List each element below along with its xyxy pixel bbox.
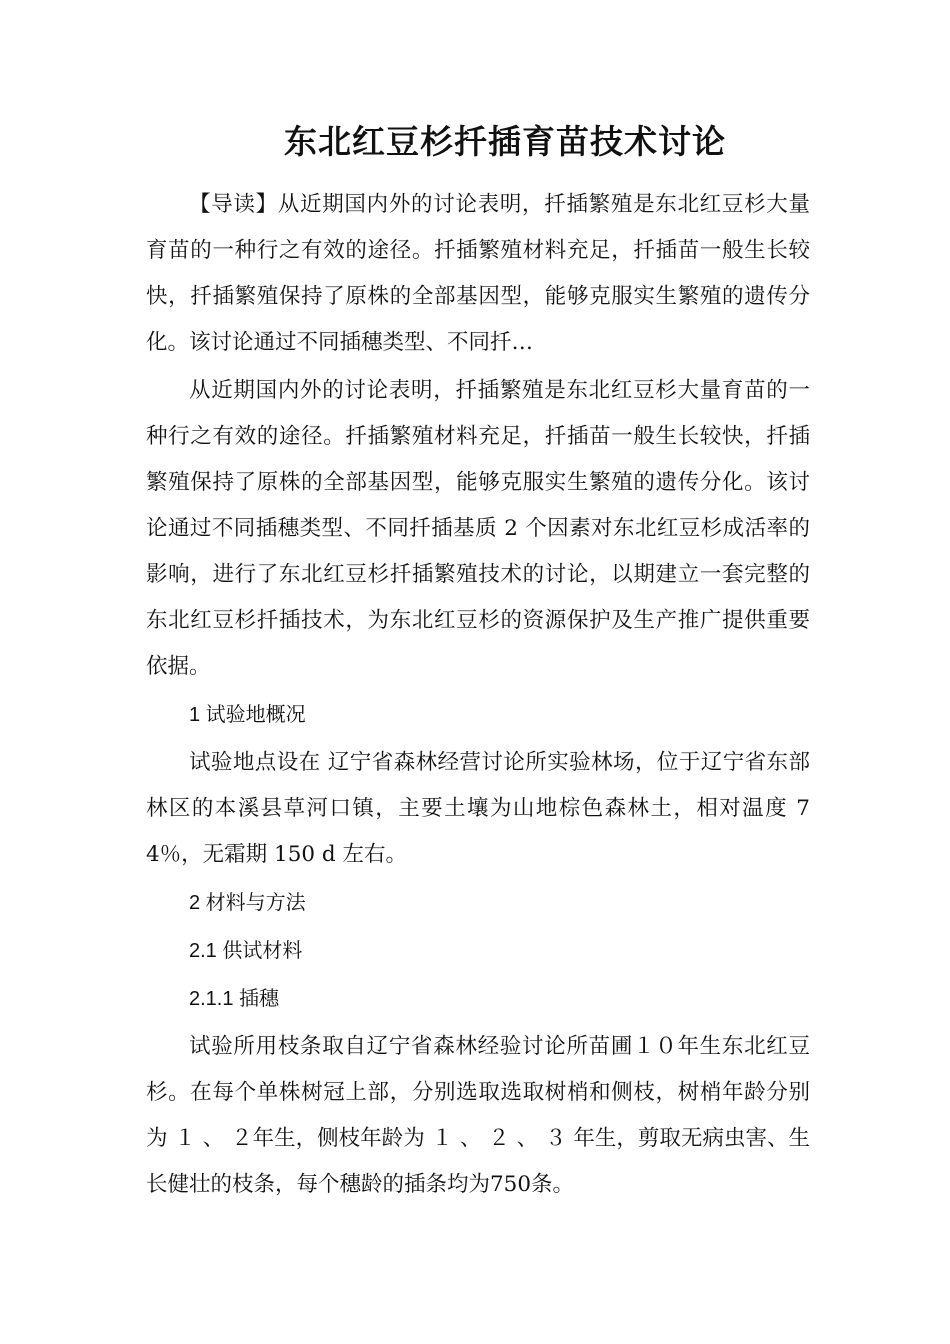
subsection-heading-materials: 2.1 供试材料 [189, 940, 303, 962]
abstract-paragraph: 【导读】从近期国内外的讨论表明，扦插繁殖是东北红豆杉大量育苗的一种行之有效的途径。扦插繁殖材料充足，扦插苗一般生长较快，扦插繁殖保持了原株的全部基因型，能够克服实生繁殖的遗传分化。该讨论通过不同插穗类型、不同扦… [146, 192, 810, 355]
intro-paragraph: 从近期国内外的讨论表明，扦插繁殖是东北红豆杉大量育苗的一种行之有效的途径。扦插繁殖材料充足，扦插苗一般生长较快，扦插繁殖保持了原株的全部基因型，能够克服实生繁殖的遗传分化。该讨论通过不同插穗类型、不同扦插基质 2 个因素对东北红豆杉成活率的影响，进行了东北红豆杉扦插繁殖技术的讨论，以期建立一套完整的东北红豆杉扦插技术，为东北红豆杉的资源保护及生产推广提供重要依据。 [146, 378, 810, 679]
cuttings-paragraph: 试验所用枝条取自辽宁省森林经验讨论所苗圃１０年生东北红豆杉。在每个单株树冠上部，分别选取选取树梢和侧枝，树梢年龄分别为 １ 、 ２年生，侧枝年龄为 １ 、 ２ 、 ３ 年生，剪取无病虫害、生长健壮的枝条，每个穗龄的插条均为750条。 [146, 1034, 810, 1197]
section-heading-methods: 2 材料与方法 [189, 892, 306, 914]
subsection-heading-cuttings: 2.1.1 插穗 [189, 988, 280, 1010]
document-body [146, 182, 810, 1210]
section-heading-site: 1 试验地概况 [189, 704, 306, 726]
site-paragraph: 试验地点设在 辽宁省森林经营讨论所实验林场，位于辽宁省东部林区的本溪县草河口镇，主要土壤为山地棕色森林土，相对温度 74％，无霜期 150 d 左右。 [146, 750, 810, 867]
document-title: 东北红豆杉扦插育苗技术讨论 [284, 122, 726, 161]
